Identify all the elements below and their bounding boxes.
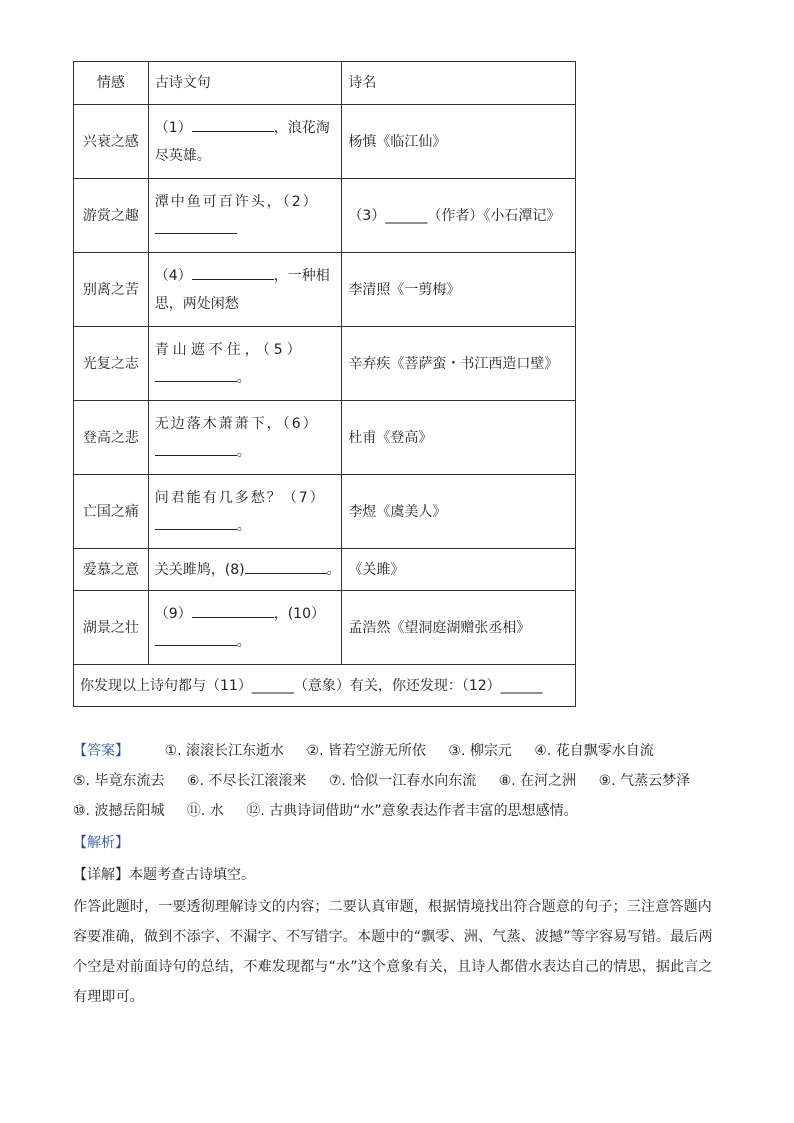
- analysis-body: 作答此题时，一要透彻理解诗文的内容；二要认真审题，根据情境找出符合题意的句子；三注意答题内容要准确，做到不添字、不漏字、不写错字。本题中的“飘零、洲、气蒸、波撼”等字容易写错。最后两个空是对前面诗句的总结，不难发现都与“水”这个意象有关，且诗人都借水表达自己的情思，据此言之有理即可。: [73, 899, 713, 1005]
- fill-blank[interactable]: [155, 441, 237, 456]
- poem-cell: 《关雎》: [342, 549, 576, 591]
- answer-item: ⑪. 水: [186, 803, 224, 819]
- fill-blank[interactable]: [155, 219, 237, 234]
- table-row: [74, 179, 576, 253]
- answer-section: [73, 736, 725, 826]
- emotion-cell: 爱慕之意: [74, 549, 149, 591]
- table-row: [74, 327, 576, 401]
- answer-item: ③. 柳宗元: [448, 743, 512, 759]
- poem-table: [73, 61, 576, 707]
- answer-item: ⑫. 古典诗词借助“水”意象表达作者丰富的思想感情。: [246, 803, 578, 819]
- poem-cell: （3）______（作者）《小石潭记》: [342, 179, 576, 253]
- line-cell: （1） ，浪花淘尽英雄。: [148, 105, 342, 179]
- answer-label: 【答案】: [73, 743, 129, 759]
- answer-item: ⑨. 气蒸云梦泽: [598, 773, 691, 789]
- fill-blank[interactable]: [245, 559, 327, 574]
- answer-item: ⑦. 恰似一江春水向东流: [328, 773, 477, 789]
- fill-blank[interactable]: [192, 265, 274, 280]
- line-cell: 问君能有几多愁？（7） 。: [148, 475, 342, 549]
- footer-question: 你发现以上诗句都与（11）______（意象）有关，你还发现：（12）______: [74, 665, 576, 707]
- table-row: [74, 253, 576, 327]
- poem-cell: 李清照《一剪梅》: [342, 253, 576, 327]
- table-row: [74, 401, 576, 475]
- table-row: [74, 591, 576, 665]
- analysis-detail: 【详解】本题考查古诗填空。: [73, 867, 255, 883]
- table-row: [74, 475, 576, 549]
- table-footer-row: [74, 665, 576, 707]
- table-row: [74, 549, 576, 591]
- line-cell: 潭中鱼可百许头，（2）: [148, 179, 342, 253]
- poem-cell: 辛弃疾《菩萨蛮・书江西造口壁》: [342, 327, 576, 401]
- answer-item: ②. 皆若空游无所依: [306, 743, 426, 759]
- line-cell: （4） ，一种相思，两处闲愁: [148, 253, 342, 327]
- line-cell: （9） ，(10） 。: [148, 591, 342, 665]
- header-line: 古诗文句: [148, 62, 342, 105]
- answer-item: ④. 花自飘零水自流: [534, 743, 654, 759]
- poem-cell: 杨慎《临江仙》: [342, 105, 576, 179]
- table-header-row: [74, 62, 576, 105]
- analysis-label: 【解析】: [73, 835, 129, 851]
- poem-cell: 杜甫《登高》: [342, 401, 576, 475]
- fill-blank[interactable]: [155, 367, 237, 382]
- emotion-cell: 湖景之壮: [74, 591, 149, 665]
- answer-item: ①. 滚滚长江东逝水: [164, 743, 285, 759]
- fill-blank[interactable]: [155, 631, 237, 646]
- answer-item: ⑩. 波撼岳阳城: [73, 803, 165, 819]
- fill-blank[interactable]: [192, 117, 274, 132]
- line-cell: 关关雎鸠，(8) 。: [148, 549, 342, 591]
- emotion-cell: 亡国之痛: [74, 475, 149, 549]
- emotion-cell: 登高之悲: [74, 401, 149, 475]
- answer-item: ⑧. 在河之洲: [498, 773, 577, 789]
- header-poem: 诗名: [342, 62, 576, 105]
- poem-cell: 孟浩然《望洞庭湖赠张丞相》: [342, 591, 576, 665]
- fill-blank[interactable]: [192, 603, 274, 618]
- emotion-cell: 游赏之趣: [74, 179, 149, 253]
- answer-item: ⑥. 不尽长江滚滚来: [186, 773, 307, 789]
- emotion-cell: 光复之志: [74, 327, 149, 401]
- emotion-cell: 别离之苦: [74, 253, 149, 327]
- line-cell: 无边落木萧萧下，（6） 。: [148, 401, 342, 475]
- fill-blank[interactable]: [155, 515, 237, 530]
- emotion-cell: 兴衰之感: [74, 105, 149, 179]
- poem-cell: 李煜《虞美人》: [342, 475, 576, 549]
- answer-item: ⑤. 毕竟东流去: [73, 773, 165, 789]
- header-emotion: 情感: [74, 62, 149, 105]
- table-row: [74, 105, 576, 179]
- line-cell: 青山遮不住，（5） 。: [148, 327, 342, 401]
